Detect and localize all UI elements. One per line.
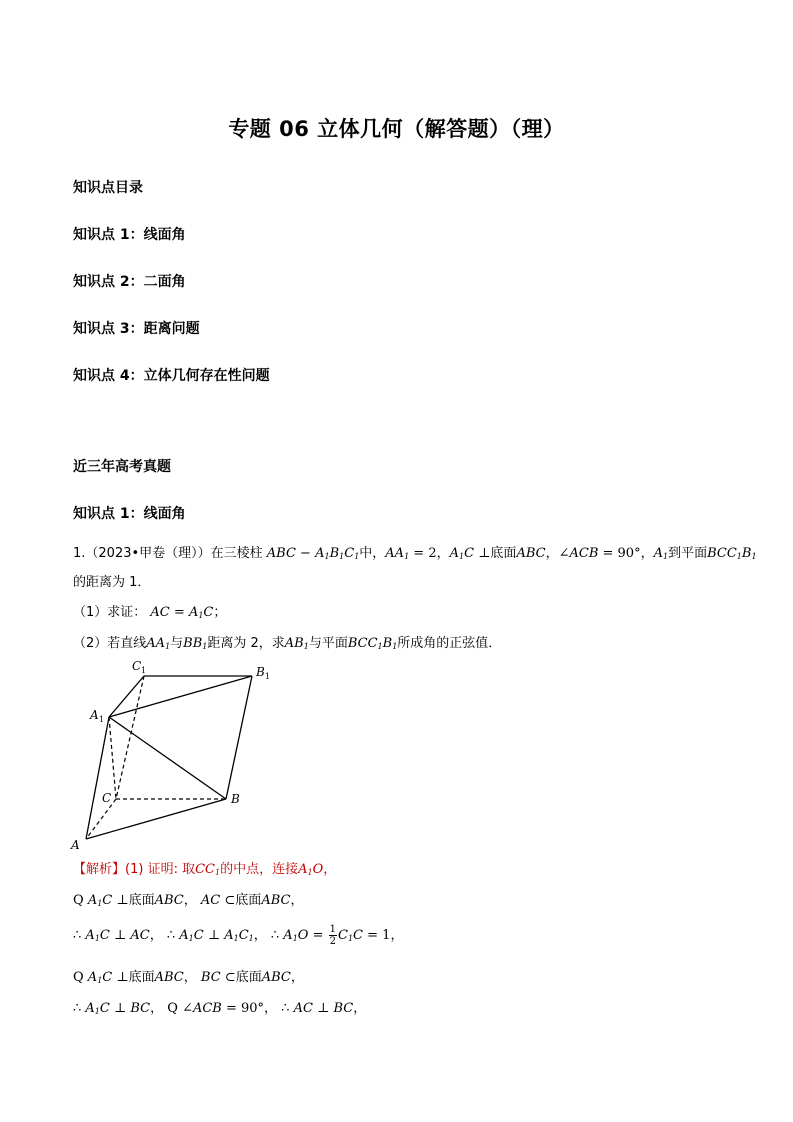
problem-part-2: （2）若直线$AA_1$与$BB_1$距离为 2，求$AB_1$与平面$BCC_1B_1$所成角的正弦值． (73, 636, 502, 651)
label-a: A (71, 838, 80, 852)
label-c1: C (132, 659, 142, 673)
edge-a1b (109, 717, 226, 799)
label-c: C (102, 791, 112, 805)
solution-line-4: Q $A_1C$ ⊥底面ABC， BC ⊂底面ABC， (73, 970, 304, 985)
label-a1-sub: 1 (99, 715, 105, 724)
section-heading: 近三年高考真题 (73, 459, 171, 475)
toc-item: 知识点 4：立体几何存在性问题 (73, 368, 270, 384)
toc-heading: 知识点目录 (73, 180, 143, 196)
solution-line-2: Q $A_1C$ ⊥底面ABC， AC ⊂底面ABC， (73, 893, 304, 908)
page-title: 专题 06 立体几何（解答题）（理） (228, 117, 565, 141)
problem-part-1: （1）求证： AC = $A_1C$； (73, 605, 227, 620)
solution-line-3: ∴ $A_1C$ ⊥ AC， ∴ $A_1C$ ⊥ $A_1C_1$， ∴ $A_1O$ = $\frac{1}{2}$ $C_1C = 1$， (73, 924, 404, 947)
toc-item: 知识点 3：距离问题 (73, 321, 200, 337)
edge-ca-hidden (86, 799, 116, 839)
prism-figure (64, 656, 294, 856)
solution-line-5: ∴ $A_1C$ ⊥ BC， Q ∠ACB = 90°， ∴ AC ⊥ BC， (73, 1001, 367, 1016)
topic-heading: 知识点 1：线面角 (73, 506, 186, 522)
problem-source: 1.（2023•甲卷（理））在三棱柱 (73, 546, 263, 561)
label-c1-sub: 1 (141, 666, 147, 675)
label-a1: A (90, 708, 99, 722)
edge-c1c-hidden (116, 676, 144, 799)
solution-line-1: 【解析】(1) 证明: 取$CC_1$的中点，连接$A_1O$， (73, 862, 337, 877)
solution-tag: 【解析】 (73, 862, 126, 877)
label-b: B (231, 792, 240, 806)
problem-line-1: 1.（2023•甲卷（理））在三棱柱 ABC − $A_1B_1C_1$中，$AA_1 = 2$，$A_1C$ ⊥底面ABC，∠ACB = 90°，$A_1$到平面$BCC_1B_1$ (73, 546, 757, 561)
label-b1: B (256, 665, 265, 679)
label-b1-sub: 1 (265, 672, 271, 681)
edge-b1b (226, 676, 252, 799)
edge-a1c-hidden (109, 717, 116, 799)
problem-line-2: 的距离为 1． (73, 575, 151, 590)
toc-item: 知识点 1：线面角 (73, 227, 186, 243)
edge-ab (86, 799, 226, 839)
edge-a1b1 (109, 676, 252, 717)
toc-item: 知识点 2：二面角 (73, 274, 186, 290)
edge-a1a (86, 717, 112, 839)
